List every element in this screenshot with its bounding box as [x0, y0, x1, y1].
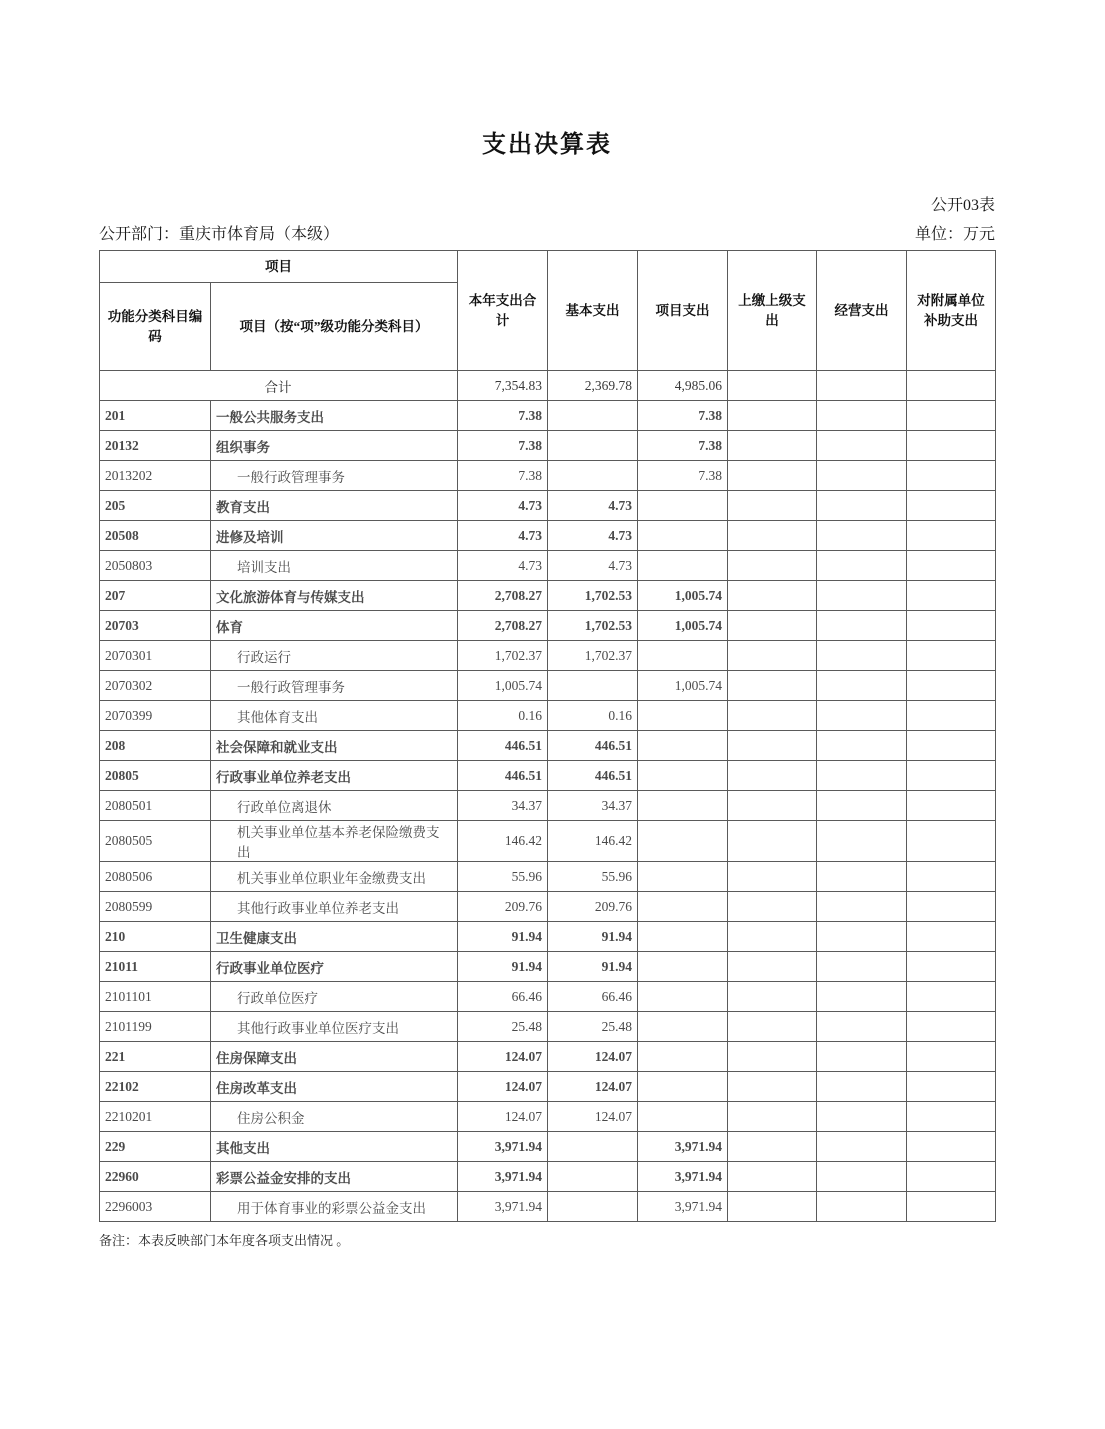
header-col-basic: 基本支出	[548, 251, 638, 371]
table-row	[100, 731, 996, 761]
cell-item-name: 一般公共服务支出	[211, 401, 458, 431]
table-row	[100, 641, 996, 671]
cell-basic-expenditure: 34.37	[548, 791, 638, 821]
document-sheet	[99, 0, 995, 1250]
cell-item-name: 住房保障支出	[211, 1042, 458, 1072]
cell-basic-expenditure: 2,369.78	[548, 371, 638, 401]
cell-operating-expenditure	[817, 581, 907, 611]
cell-operating-expenditure	[817, 521, 907, 551]
cell-basic-expenditure	[548, 431, 638, 461]
cell-total-expenditure: 4.73	[458, 551, 548, 581]
table-row	[100, 952, 996, 982]
cell-subsidy-expenditure	[907, 731, 996, 761]
cell-upper-level-expenditure	[728, 821, 817, 862]
cell-project-expenditure	[638, 491, 728, 521]
cell-total-expenditure: 146.42	[458, 821, 548, 862]
cell-upper-level-expenditure	[728, 1192, 817, 1222]
cell-project-expenditure	[638, 1072, 728, 1102]
cell-basic-expenditure	[548, 401, 638, 431]
cell-upper-level-expenditure	[728, 1042, 817, 1072]
cell-basic-expenditure: 91.94	[548, 922, 638, 952]
cell-function-code: 2210201	[100, 1102, 211, 1132]
cell-operating-expenditure	[817, 862, 907, 892]
table-code-label: 公开03表	[930, 197, 995, 214]
table-row	[100, 551, 996, 581]
cell-subsidy-expenditure	[907, 461, 996, 491]
cell-operating-expenditure	[817, 1072, 907, 1102]
cell-project-expenditure: 3,971.94	[638, 1192, 728, 1222]
cell-function-code: 2101101	[100, 982, 211, 1012]
cell-item-name: 其他行政事业单位养老支出	[211, 892, 458, 922]
cell-total-expenditure: 66.46	[458, 982, 548, 1012]
cell-operating-expenditure	[817, 701, 907, 731]
cell-function-code: 20508	[100, 521, 211, 551]
cell-upper-level-expenditure	[728, 581, 817, 611]
cell-project-expenditure	[638, 1042, 728, 1072]
cell-item-name: 行政事业单位养老支出	[211, 761, 458, 791]
table-row	[100, 1072, 996, 1102]
cell-upper-level-expenditure	[728, 1072, 817, 1102]
cell-basic-expenditure: 4.73	[548, 551, 638, 581]
cell-basic-expenditure	[548, 1132, 638, 1162]
cell-total-expenditure: 2,708.27	[458, 581, 548, 611]
cell-function-code: 221	[100, 1042, 211, 1072]
cell-upper-level-expenditure	[728, 431, 817, 461]
cell-total-expenditure: 25.48	[458, 1012, 548, 1042]
cell-subsidy-expenditure	[907, 1072, 996, 1102]
cell-upper-level-expenditure	[728, 401, 817, 431]
cell-basic-expenditure	[548, 1192, 638, 1222]
cell-operating-expenditure	[817, 611, 907, 641]
cell-total-expenditure: 1,005.74	[458, 671, 548, 701]
cell-subsidy-expenditure	[907, 491, 996, 521]
cell-total-expenditure: 55.96	[458, 862, 548, 892]
cell-subsidy-expenditure	[907, 581, 996, 611]
cell-operating-expenditure	[817, 1162, 907, 1192]
cell-basic-expenditure: 124.07	[548, 1042, 638, 1072]
cell-upper-level-expenditure	[728, 952, 817, 982]
cell-project-expenditure: 7.38	[638, 461, 728, 491]
cell-upper-level-expenditure	[728, 551, 817, 581]
cell-function-code: 2013202	[100, 461, 211, 491]
cell-total-expenditure: 3,971.94	[458, 1132, 548, 1162]
cell-basic-expenditure: 55.96	[548, 862, 638, 892]
cell-total-expenditure: 7.38	[458, 401, 548, 431]
cell-item-name: 机关事业单位职业年金缴费支出	[211, 862, 458, 892]
cell-subsidy-expenditure	[907, 791, 996, 821]
cell-operating-expenditure	[817, 1012, 907, 1042]
cell-total-expenditure: 446.51	[458, 761, 548, 791]
cell-basic-expenditure: 146.42	[548, 821, 638, 862]
cell-basic-expenditure: 209.76	[548, 892, 638, 922]
cell-basic-expenditure	[548, 1162, 638, 1192]
header-col-subsidy: 对附属单位补助支出	[907, 251, 996, 371]
cell-item-name: 机关事业单位基本养老保险缴费支出	[211, 821, 458, 862]
cell-function-code: 2080505	[100, 821, 211, 862]
cell-basic-expenditure: 446.51	[548, 761, 638, 791]
table-row	[100, 1162, 996, 1192]
cell-total-expenditure: 209.76	[458, 892, 548, 922]
cell-subsidy-expenditure	[907, 862, 996, 892]
cell-function-code: 2080501	[100, 791, 211, 821]
cell-operating-expenditure	[817, 371, 907, 401]
cell-upper-level-expenditure	[728, 862, 817, 892]
header-col-project: 项目支出	[638, 251, 728, 371]
cell-project-expenditure	[638, 952, 728, 982]
cell-upper-level-expenditure	[728, 671, 817, 701]
cell-subsidy-expenditure	[907, 611, 996, 641]
cell-upper-level-expenditure	[728, 761, 817, 791]
cell-project-expenditure	[638, 862, 728, 892]
cell-project-expenditure	[638, 922, 728, 952]
table-row	[100, 791, 996, 821]
cell-subsidy-expenditure	[907, 671, 996, 701]
cell-total-expenditure: 91.94	[458, 922, 548, 952]
header-col-operating: 经营支出	[817, 251, 907, 371]
cell-project-expenditure: 1,005.74	[638, 581, 728, 611]
cell-item-name: 其他行政事业单位医疗支出	[211, 1012, 458, 1042]
cell-operating-expenditure	[817, 821, 907, 862]
cell-function-code: 210	[100, 922, 211, 952]
cell-project-expenditure: 3,971.94	[638, 1132, 728, 1162]
cell-function-code: 2070301	[100, 641, 211, 671]
table-row	[100, 611, 996, 641]
cell-upper-level-expenditure	[728, 791, 817, 821]
cell-project-expenditure: 1,005.74	[638, 611, 728, 641]
table-row	[100, 862, 996, 892]
cell-item-name: 合计	[100, 371, 458, 401]
cell-item-name: 进修及培训	[211, 521, 458, 551]
table-row	[100, 671, 996, 701]
cell-operating-expenditure	[817, 1102, 907, 1132]
cell-upper-level-expenditure	[728, 892, 817, 922]
table-row	[100, 1192, 996, 1222]
cell-basic-expenditure: 1,702.53	[548, 581, 638, 611]
cell-function-code: 229	[100, 1132, 211, 1162]
cell-subsidy-expenditure	[907, 952, 996, 982]
header-group-item: 项目	[100, 251, 458, 283]
cell-project-expenditure	[638, 982, 728, 1012]
cell-function-code: 201	[100, 401, 211, 431]
cell-item-name: 一般行政管理事务	[211, 461, 458, 491]
cell-item-name: 文化旅游体育与传媒支出	[211, 581, 458, 611]
cell-item-name: 培训支出	[211, 551, 458, 581]
cell-upper-level-expenditure	[728, 461, 817, 491]
cell-subsidy-expenditure	[907, 922, 996, 952]
cell-item-name: 住房公积金	[211, 1102, 458, 1132]
cell-subsidy-expenditure	[907, 521, 996, 551]
cell-subsidy-expenditure	[907, 401, 996, 431]
cell-operating-expenditure	[817, 731, 907, 761]
cell-total-expenditure: 7.38	[458, 461, 548, 491]
table-row	[100, 431, 996, 461]
cell-upper-level-expenditure	[728, 1012, 817, 1042]
cell-upper-level-expenditure	[728, 982, 817, 1012]
cell-total-expenditure: 3,971.94	[458, 1162, 548, 1192]
cell-project-expenditure	[638, 761, 728, 791]
table-row	[100, 761, 996, 791]
cell-total-expenditure: 7,354.83	[458, 371, 548, 401]
table-row	[100, 821, 996, 862]
cell-project-expenditure	[638, 892, 728, 922]
page-title: 支出决算表	[482, 131, 612, 158]
cell-operating-expenditure	[817, 431, 907, 461]
table-row	[100, 1102, 996, 1132]
table-row	[100, 701, 996, 731]
cell-subsidy-expenditure	[907, 431, 996, 461]
cell-operating-expenditure	[817, 551, 907, 581]
cell-total-expenditure: 7.38	[458, 431, 548, 461]
cell-operating-expenditure	[817, 1192, 907, 1222]
cell-item-name: 其他体育支出	[211, 701, 458, 731]
header-col-code: 功能分类科目编码	[100, 283, 211, 371]
cell-basic-expenditure: 446.51	[548, 731, 638, 761]
cell-function-code: 2050803	[100, 551, 211, 581]
cell-function-code: 20805	[100, 761, 211, 791]
cell-project-expenditure	[638, 791, 728, 821]
cell-item-name: 行政事业单位医疗	[211, 952, 458, 982]
cell-item-name: 行政运行	[211, 641, 458, 671]
note-text: 备注：本表反映部门本年度各项支出情况 。	[99, 1233, 350, 1248]
header-col-item: 项目（按“项”级功能分类科目）	[211, 283, 458, 371]
cell-project-expenditure	[638, 641, 728, 671]
cell-item-name: 行政单位离退休	[211, 791, 458, 821]
cell-subsidy-expenditure	[907, 821, 996, 862]
table-body	[100, 371, 996, 1222]
cell-project-expenditure	[638, 521, 728, 551]
table-row	[100, 371, 996, 401]
cell-project-expenditure	[638, 701, 728, 731]
cell-item-name: 彩票公益金安排的支出	[211, 1162, 458, 1192]
cell-operating-expenditure	[817, 671, 907, 701]
cell-basic-expenditure: 4.73	[548, 491, 638, 521]
cell-basic-expenditure: 124.07	[548, 1102, 638, 1132]
cell-function-code: 22960	[100, 1162, 211, 1192]
cell-basic-expenditure: 25.48	[548, 1012, 638, 1042]
table-row	[100, 401, 996, 431]
cell-upper-level-expenditure	[728, 371, 817, 401]
cell-upper-level-expenditure	[728, 922, 817, 952]
cell-subsidy-expenditure	[907, 701, 996, 731]
cell-subsidy-expenditure	[907, 982, 996, 1012]
cell-subsidy-expenditure	[907, 1042, 996, 1072]
table-row	[100, 1042, 996, 1072]
cell-function-code: 205	[100, 491, 211, 521]
cell-function-code: 21011	[100, 952, 211, 982]
header-col-upper: 上缴上级支出	[728, 251, 817, 371]
cell-operating-expenditure	[817, 641, 907, 671]
cell-operating-expenditure	[817, 791, 907, 821]
table-row	[100, 491, 996, 521]
table-row	[100, 1132, 996, 1162]
cell-project-expenditure: 7.38	[638, 401, 728, 431]
cell-function-code: 2070302	[100, 671, 211, 701]
cell-operating-expenditure	[817, 491, 907, 521]
cell-subsidy-expenditure	[907, 1162, 996, 1192]
cell-item-name: 用于体育事业的彩票公益金支出	[211, 1192, 458, 1222]
cell-total-expenditure: 124.07	[458, 1072, 548, 1102]
cell-basic-expenditure: 1,702.37	[548, 641, 638, 671]
cell-function-code: 2070399	[100, 701, 211, 731]
meta-line	[99, 224, 995, 246]
cell-subsidy-expenditure	[907, 1012, 996, 1042]
cell-basic-expenditure: 124.07	[548, 1072, 638, 1102]
cell-project-expenditure: 1,005.74	[638, 671, 728, 701]
cell-item-name: 卫生健康支出	[211, 922, 458, 952]
cell-function-code: 2080506	[100, 862, 211, 892]
table-row	[100, 892, 996, 922]
cell-upper-level-expenditure	[728, 731, 817, 761]
cell-upper-level-expenditure	[728, 701, 817, 731]
cell-item-name: 一般行政管理事务	[211, 671, 458, 701]
cell-total-expenditure: 446.51	[458, 731, 548, 761]
cell-upper-level-expenditure	[728, 1102, 817, 1132]
cell-item-name: 体育	[211, 611, 458, 641]
cell-project-expenditure	[638, 821, 728, 862]
cell-project-expenditure: 4,985.06	[638, 371, 728, 401]
cell-item-name: 住房改革支出	[211, 1072, 458, 1102]
cell-item-name: 教育支出	[211, 491, 458, 521]
department-label: 公开部门：重庆市体育局（本级）	[99, 226, 340, 243]
header-col-total: 本年支出合计	[458, 251, 548, 371]
cell-operating-expenditure	[817, 982, 907, 1012]
cell-operating-expenditure	[817, 952, 907, 982]
cell-upper-level-expenditure	[728, 611, 817, 641]
cell-subsidy-expenditure	[907, 1132, 996, 1162]
cell-upper-level-expenditure	[728, 641, 817, 671]
table-row	[100, 521, 996, 551]
cell-project-expenditure	[638, 1102, 728, 1132]
cell-total-expenditure: 124.07	[458, 1102, 548, 1132]
cell-subsidy-expenditure	[907, 371, 996, 401]
table-header	[100, 251, 996, 371]
cell-total-expenditure: 3,971.94	[458, 1192, 548, 1222]
cell-total-expenditure: 0.16	[458, 701, 548, 731]
cell-project-expenditure	[638, 731, 728, 761]
cell-project-expenditure: 3,971.94	[638, 1162, 728, 1192]
cell-upper-level-expenditure	[728, 1162, 817, 1192]
cell-total-expenditure: 4.73	[458, 491, 548, 521]
cell-subsidy-expenditure	[907, 551, 996, 581]
unit-label: 单位：万元	[914, 226, 995, 243]
cell-project-expenditure	[638, 551, 728, 581]
cell-basic-expenditure: 0.16	[548, 701, 638, 731]
cell-function-code: 2101199	[100, 1012, 211, 1042]
cell-basic-expenditure: 1,702.53	[548, 611, 638, 641]
table-row	[100, 581, 996, 611]
cell-total-expenditure: 2,708.27	[458, 611, 548, 641]
cell-subsidy-expenditure	[907, 761, 996, 791]
cell-total-expenditure: 1,702.37	[458, 641, 548, 671]
cell-total-expenditure: 34.37	[458, 791, 548, 821]
cell-project-expenditure: 7.38	[638, 431, 728, 461]
cell-basic-expenditure: 91.94	[548, 952, 638, 982]
cell-total-expenditure: 91.94	[458, 952, 548, 982]
cell-item-name: 组织事务	[211, 431, 458, 461]
cell-basic-expenditure: 66.46	[548, 982, 638, 1012]
cell-total-expenditure: 124.07	[458, 1042, 548, 1072]
cell-operating-expenditure	[817, 922, 907, 952]
cell-function-code: 20703	[100, 611, 211, 641]
cell-operating-expenditure	[817, 761, 907, 791]
table-row	[100, 461, 996, 491]
expenditure-table	[99, 250, 996, 1222]
cell-operating-expenditure	[817, 461, 907, 491]
cell-project-expenditure	[638, 1012, 728, 1042]
cell-basic-expenditure: 4.73	[548, 521, 638, 551]
cell-function-code: 20132	[100, 431, 211, 461]
cell-subsidy-expenditure	[907, 892, 996, 922]
cell-subsidy-expenditure	[907, 1192, 996, 1222]
cell-subsidy-expenditure	[907, 1102, 996, 1132]
cell-function-code: 22102	[100, 1072, 211, 1102]
cell-subsidy-expenditure	[907, 641, 996, 671]
cell-item-name: 其他支出	[211, 1132, 458, 1162]
cell-operating-expenditure	[817, 1042, 907, 1072]
cell-operating-expenditure	[817, 1132, 907, 1162]
table-row	[100, 1012, 996, 1042]
cell-upper-level-expenditure	[728, 491, 817, 521]
table-row	[100, 982, 996, 1012]
cell-total-expenditure: 4.73	[458, 521, 548, 551]
cell-item-name: 行政单位医疗	[211, 982, 458, 1012]
cell-item-name: 社会保障和就业支出	[211, 731, 458, 761]
cell-function-code: 207	[100, 581, 211, 611]
cell-function-code: 2080599	[100, 892, 211, 922]
cell-operating-expenditure	[817, 401, 907, 431]
cell-basic-expenditure	[548, 671, 638, 701]
table-row	[100, 922, 996, 952]
cell-operating-expenditure	[817, 892, 907, 922]
cell-upper-level-expenditure	[728, 1132, 817, 1162]
cell-basic-expenditure	[548, 461, 638, 491]
cell-function-code: 208	[100, 731, 211, 761]
cell-function-code: 2296003	[100, 1192, 211, 1222]
cell-upper-level-expenditure	[728, 521, 817, 551]
